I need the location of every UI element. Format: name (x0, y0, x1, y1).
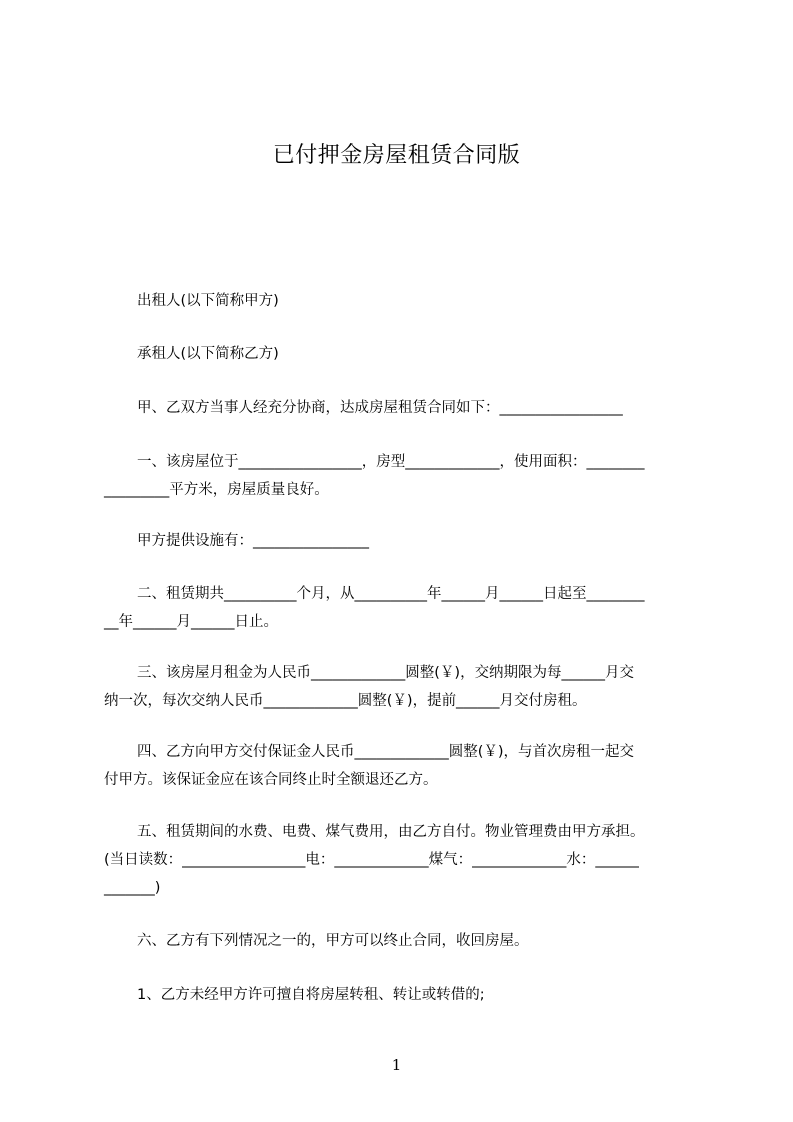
clause-1-line-1: 一、该房屋位于_________________，房型_____________，使用面积：________ (137, 454, 645, 470)
intro-paragraph (104, 394, 704, 422)
clause-2-line-1: 二、租赁期共__________个月，从__________年______月______日起至________ (137, 586, 645, 602)
clause-1-line-2: _________平方米，房屋质量良好。 (104, 482, 329, 498)
clause-4-line-2: 付甲方。该保证金应在该合同终止时全额退还乙方。 (104, 772, 438, 788)
document-title: 已付押金房屋租赁合同版 (272, 143, 521, 168)
facilities-line: 甲方提供设施有：________________ (137, 533, 369, 549)
lessee-paragraph (104, 340, 704, 368)
clause-4-paragraph (104, 738, 704, 794)
lessor-paragraph (104, 287, 704, 315)
clause-5-line-1: 五、租赁期间的水费、电费、煤气费用，由乙方自付。物业管理费由甲方承担。 (137, 824, 645, 840)
clause-6-item-1-line: 1、乙方未经甲方许可擅自将房屋转租、转让或转借的; (137, 987, 485, 1003)
facilities-paragraph (104, 527, 704, 555)
clause-2-line-2: __年______月______日止。 (104, 614, 278, 630)
clause-4-line-1: 四、乙方向甲方交付保证金人民币_____________圆整(￥)，与首次房租一起交 (137, 744, 635, 760)
clause-5-line-3: _______) (104, 880, 161, 896)
clause-3-line-1: 三、该房屋月租金为人民币_____________圆整(￥)，交纳期限为每______月交 (137, 665, 635, 681)
clause-3-paragraph (104, 659, 704, 715)
clause-2-paragraph (104, 580, 704, 636)
page-number: 1 (391, 1056, 402, 1074)
clause-5-line-2: (当日读数：_________________电：_____________煤气：_____________水：______ (104, 852, 639, 868)
clause-6-paragraph (104, 927, 704, 955)
clause-1-paragraph (104, 448, 704, 504)
clause-5-paragraph (104, 818, 704, 902)
lessee-line: 承租人(以下简称乙方) (137, 346, 279, 362)
clause-6-item-1-paragraph (104, 981, 704, 1009)
intro-line: 甲、乙双方当事人经充分协商，达成房屋租赁合同如下：_________________ (137, 400, 623, 416)
clause-6-line: 六、乙方有下列情况之一的，甲方可以终止合同，收回房屋。 (137, 933, 529, 949)
clause-3-line-2: 纳一次，每次交纳人民币_____________圆整(￥)，提前______月交付房租。 (104, 693, 587, 709)
lessor-line: 出租人(以下简称甲方) (137, 293, 279, 309)
